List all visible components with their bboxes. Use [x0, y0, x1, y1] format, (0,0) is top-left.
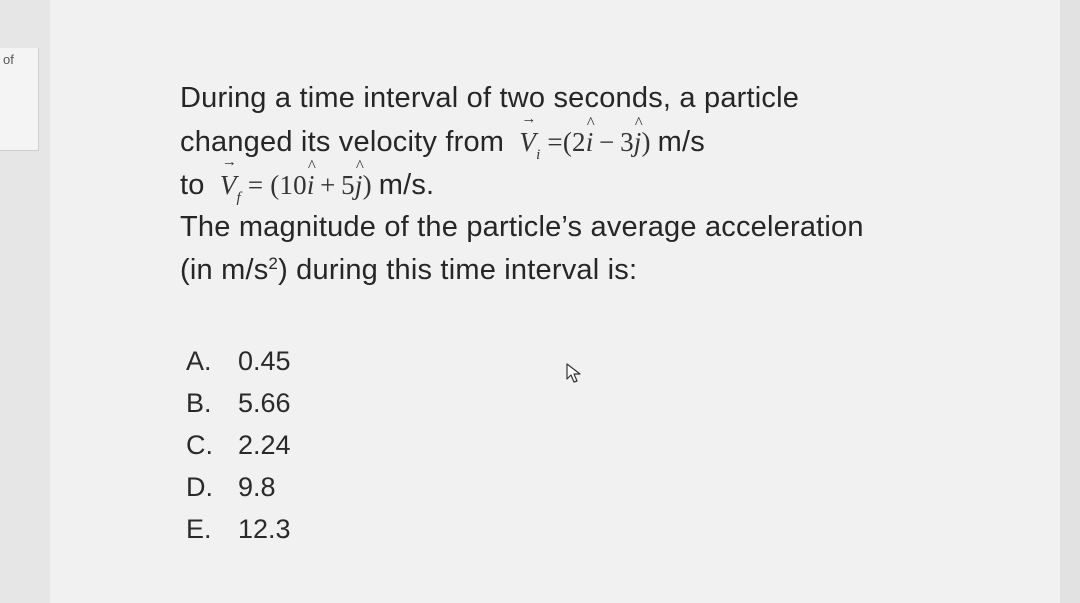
question-line-3-prefix: to	[180, 169, 205, 201]
question-line-5-prefix: (in m/s	[180, 254, 269, 286]
page-count-label: of	[3, 52, 14, 67]
choice-letter: E.	[186, 514, 212, 544]
question-line-5-suffix: ) during this time interval is:	[278, 254, 638, 286]
right-edge-strip	[1060, 0, 1080, 603]
question-line-4: The magnitude of the particle’s average acceleration	[180, 211, 864, 243]
choice-value: 2.24	[238, 430, 291, 460]
question-line-2	[180, 126, 705, 164]
unit-vector-i: ^ i	[586, 127, 594, 158]
final-velocity-equation	[213, 170, 379, 206]
initial-velocity-equation	[512, 127, 657, 163]
question-line-3	[180, 169, 434, 207]
equals-sign: =	[247, 170, 264, 200]
unit-vector-j: ^ j	[634, 127, 642, 158]
eq1-close: )	[641, 127, 651, 157]
initial-velocity-subscript: i	[536, 147, 541, 163]
choice-value: 12.3	[238, 514, 291, 544]
unit-vector-i: ^ i	[307, 170, 315, 201]
equals-sign: =	[547, 127, 563, 157]
choice-value: 5.66	[238, 388, 291, 418]
choice-c[interactable]	[186, 424, 291, 466]
choice-e[interactable]	[186, 508, 291, 550]
eq2-open: (10	[270, 170, 307, 200]
question-line-2-text: changed its velocity from	[180, 126, 505, 158]
choice-b[interactable]	[186, 382, 291, 424]
choice-letter: C.	[186, 430, 213, 460]
choice-value: 9.8	[238, 472, 276, 502]
choice-letter: A.	[186, 346, 212, 376]
eq1-open: (2	[562, 127, 586, 157]
answer-choices	[186, 340, 291, 550]
squared-superscript: 2	[268, 254, 279, 273]
choice-letter: D.	[186, 472, 213, 502]
choice-d[interactable]	[186, 466, 291, 508]
final-velocity-subscript: f	[236, 190, 241, 206]
initial-velocity-symbol: → V	[519, 127, 536, 158]
question-line-5	[180, 254, 637, 287]
final-velocity-unit: m/s.	[378, 169, 435, 201]
unit-vector-j: ^ j	[355, 170, 363, 201]
final-velocity-symbol: → V	[220, 170, 237, 201]
eq1-minus: − 3	[593, 127, 634, 157]
choice-letter: B.	[186, 388, 212, 418]
mouse-pointer-icon	[566, 363, 582, 385]
choice-a[interactable]	[186, 340, 291, 382]
eq2-plus: + 5	[314, 170, 355, 200]
eq2-close: )	[362, 170, 372, 200]
initial-velocity-unit: m/s	[657, 126, 705, 158]
question-line-1: During a time interval of two seconds, a particle	[180, 82, 800, 114]
choice-value: 0.45	[238, 346, 291, 376]
